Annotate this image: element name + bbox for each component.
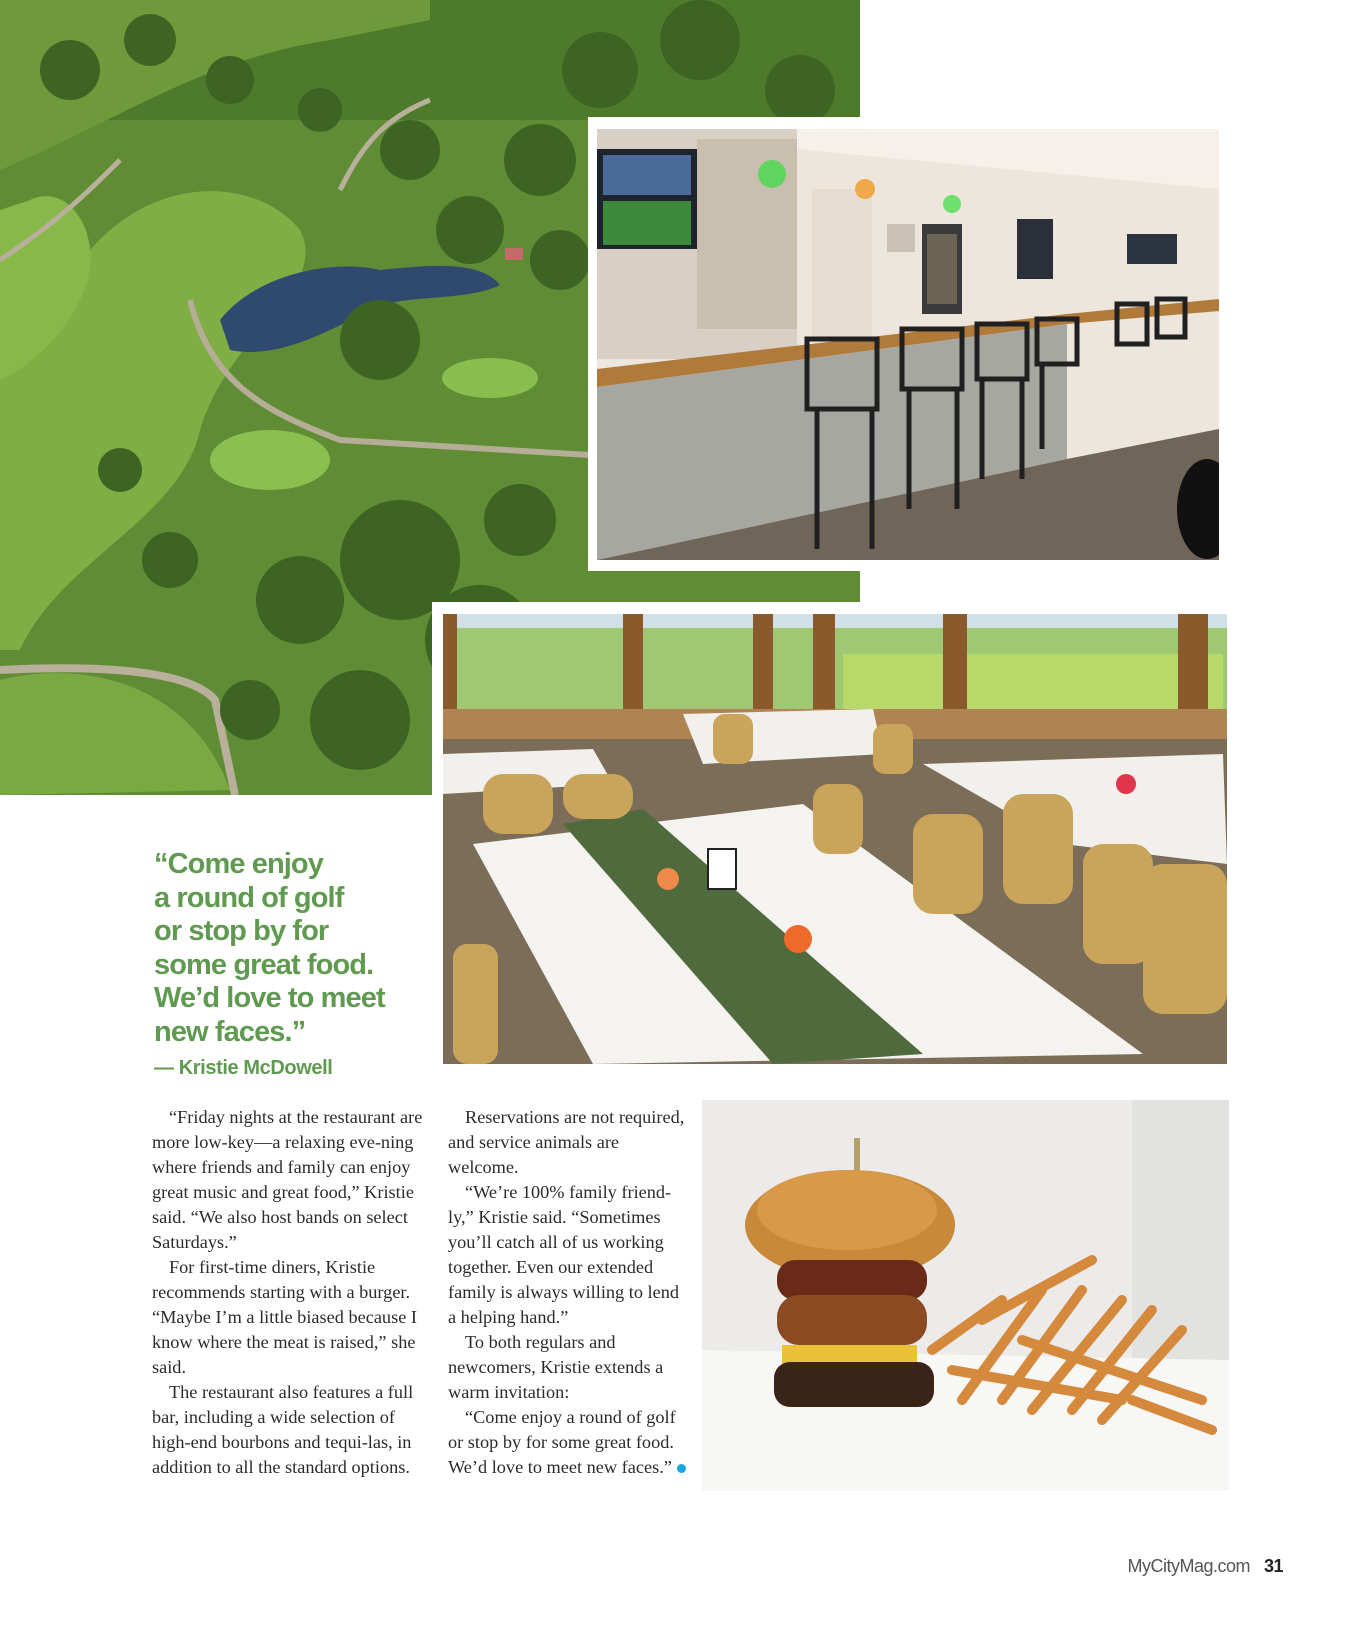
pull-quote-line: or stop by for xyxy=(154,915,329,947)
article-paragraph-text: “Come enjoy a round of golf or stop by for some great food. We’d love to meet new faces.” xyxy=(448,1407,676,1477)
pull-quote xyxy=(154,848,424,1081)
end-of-article-dot-icon xyxy=(677,1464,686,1473)
article-paragraph: “Friday nights at the restaurant are more low-key—a relaxing eve-ning where friends and family can enjoy great music and great food,” Kristie said. “We also host bands on select Saturdays.” xyxy=(152,1107,423,1252)
burger-and-fries-photo xyxy=(702,1100,1229,1491)
pull-quote-line: a round of golf xyxy=(154,881,344,914)
pull-quote-line: “Come enjoy xyxy=(154,848,323,880)
article-paragraph: “We’re 100% family friend-ly,” Kristie said. “Sometimes you’ll catch all of us working together. Even our extended family is always willing to lend a helping hand.” xyxy=(448,1182,680,1327)
bar-interior-photo xyxy=(597,129,1219,560)
pull-quote-line: We’d love to meet xyxy=(154,982,385,1014)
dining-room-photo xyxy=(443,614,1227,1064)
page-footer xyxy=(1127,1556,1283,1577)
pull-quote-line: new faces.” xyxy=(154,1015,306,1048)
article-paragraph: For first-time diners, Kristie recommends starting with a burger. “Maybe I’m a little biased because I know where the meat is raised,” she said. xyxy=(152,1257,417,1377)
article-paragraph-final xyxy=(448,1405,688,1480)
article-paragraph: The restaurant also features a full bar, including a wide selection of high-end bourbons and tequi-las, in addition to all the standard options. xyxy=(152,1382,414,1477)
article-column-1 xyxy=(152,1105,424,1480)
article-column-2 xyxy=(448,1105,688,1480)
footer-site: MyCityMag.com xyxy=(1127,1556,1250,1576)
pull-quote-attribution: — Kristie McDowell xyxy=(154,1057,333,1079)
pull-quote-line: some great food. xyxy=(154,948,374,981)
article-paragraph: Reservations are not required, and service animals are welcome. xyxy=(448,1107,685,1177)
page-number: 31 xyxy=(1263,1556,1283,1576)
article-paragraph: To both regulars and newcomers, Kristie extends a warm invitation: xyxy=(448,1332,664,1402)
